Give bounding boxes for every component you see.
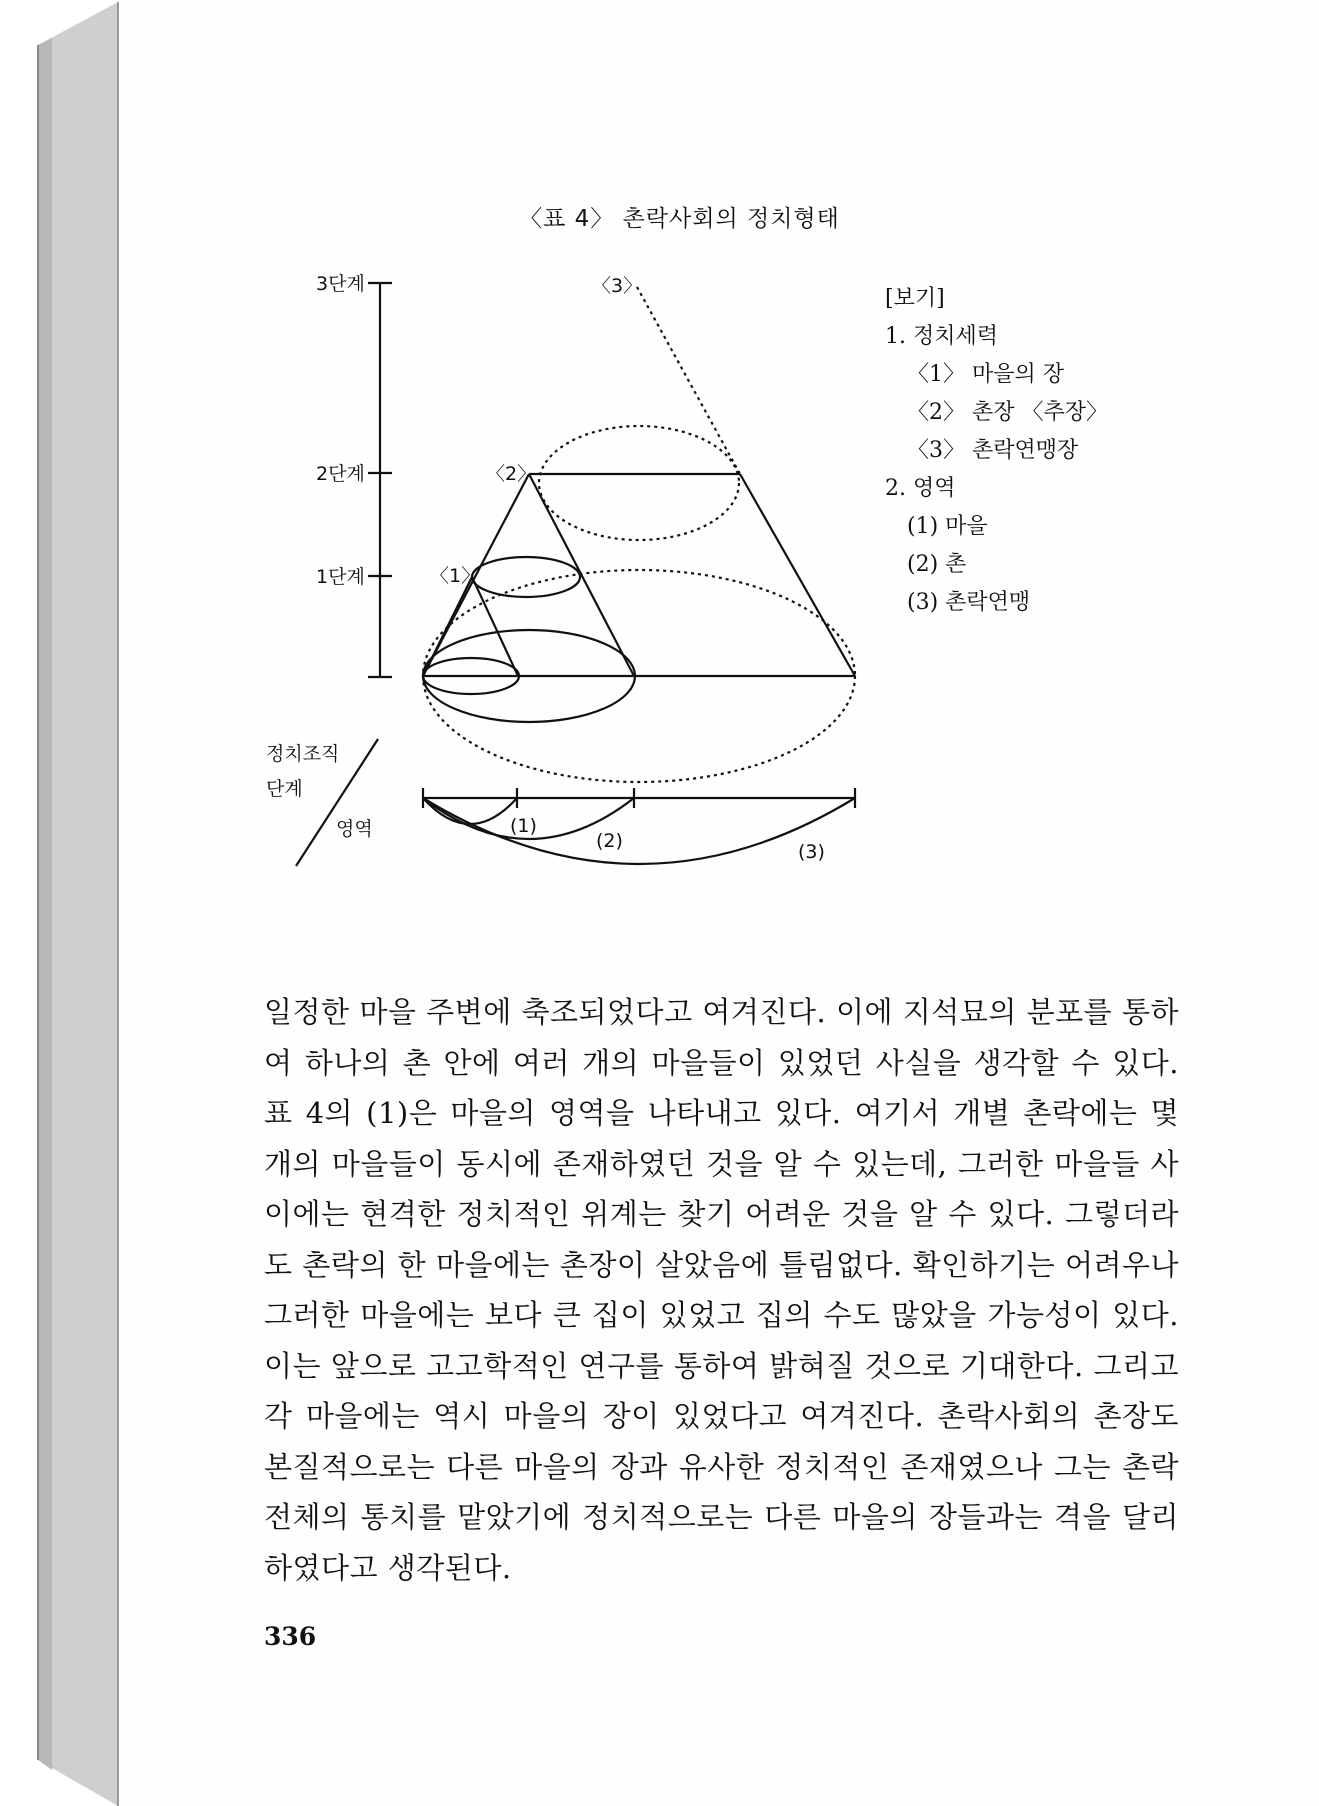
corner-label-stage: 단계 bbox=[266, 778, 303, 800]
apex-label-2: 〈2〉 bbox=[486, 463, 537, 485]
legend-title: [보기] bbox=[885, 286, 945, 311]
apex-label-3: 〈3〉 bbox=[592, 275, 643, 297]
figure-legend bbox=[885, 280, 1108, 622]
cone-3 bbox=[423, 287, 855, 782]
corner-label-org: 정치조직 bbox=[266, 743, 340, 765]
body-paragraph: 일정한 마을 주변에 축조되었다고 여겨진다. 이에 지석묘의 분포를 통하여 하나의 촌 안에 여러 개의 마을들이 있었던 사실을 생각할 수 있다. 표 4의 (1)은 마을의 영역을 나타내고 있다. 여기서 개별 촌락에는 몇 개의 마을들이 동시에 존재하였던 것을 알 수 있는데, 그러한 마을들 사이에는 현격한 정치적인 위계는 찾기 어려운 것을 알 수 있다. 그렇더라도 촌락의 한 마을에는 촌장이 살았음에 틀림없다. 확인하기는 어려우나 그러한 마을에는 보다 큰 집이 있었고 집의 수도 많았을 가능성이 있다. 이는 앞으로 고고학적인 연구를 통하여 밝혀질 것으로 기대한다. 그리고 각 마을에는 역시 마을의 장이 있었다고 여겨진다. 촌락사회의 촌장도 본질적으로는 다른 마을의 장과 유사한 정치적인 존재였으나 그는 촌락 전체의 통치를 맡았기에 정치적으로는 다른 마을의 장들과는 격을 달리하였다고 생각된다. bbox=[264, 995, 1179, 1585]
political-form-diagram bbox=[120, 0, 1319, 900]
legend-item: (1) 마을 bbox=[907, 514, 988, 539]
figure-title: 〈표 4〉 촌락사회의 정치형태 bbox=[519, 206, 840, 232]
legend-item: 〈3〉 촌락연맹장 bbox=[907, 438, 1079, 463]
level-label-1: 1단계 bbox=[316, 566, 365, 588]
book-page bbox=[120, 0, 1319, 1806]
corner-label-area: 영역 bbox=[336, 818, 373, 840]
region-arc-1 bbox=[423, 798, 517, 824]
region-label-2: (2) bbox=[596, 830, 623, 852]
region-label-1: (1) bbox=[510, 815, 537, 837]
level-label-2: 2단계 bbox=[316, 463, 365, 485]
page-number: 336 bbox=[264, 1622, 317, 1651]
legend-item: (3) 촌락연맹 bbox=[907, 590, 1031, 615]
legend-section-2: 2. 영역 bbox=[885, 476, 956, 501]
legend-section-1: 1. 정치세력 bbox=[885, 324, 998, 349]
level-label-3: 3단계 bbox=[316, 273, 365, 295]
legend-item: 〈1〉 마을의 장 bbox=[907, 362, 1064, 387]
region-arc-3 bbox=[423, 798, 855, 864]
region-label-3: (3) bbox=[798, 841, 825, 863]
apex-label-1: 〈1〉 bbox=[430, 565, 481, 587]
legend-item: 〈2〉 촌장 〈추장〉 bbox=[907, 400, 1108, 425]
legend-item: (2) 촌 bbox=[907, 552, 967, 577]
